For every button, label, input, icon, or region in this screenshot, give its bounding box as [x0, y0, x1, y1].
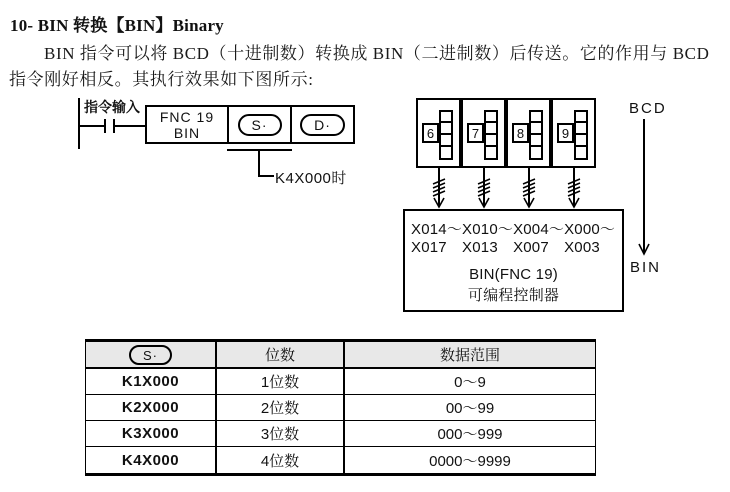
digit-value: 8: [512, 123, 529, 143]
wire-segment: [80, 125, 104, 127]
digit-switch: [461, 98, 506, 168]
table-cell-digits: 2位数: [215, 395, 343, 420]
plc-box: [403, 209, 624, 312]
source-operand-oval: S·: [238, 114, 282, 136]
paragraph-line-2: 指令刚好相反。其执行效果如下图所示:: [9, 70, 314, 89]
table-cell-range: 000～999: [343, 421, 595, 446]
operand-table: [85, 339, 596, 476]
fnc-name: BIN: [173, 124, 201, 141]
paragraph-line-1: BIN 指令可以将 BCD（十进制数）转换成 BIN（二进制数）后传送。它的作用与 BCD: [44, 44, 710, 63]
table-cell-digits: 3位数: [215, 421, 343, 446]
source-operand-oval: S·: [129, 345, 172, 365]
digit-switch: [551, 98, 596, 168]
table-cell-digits: 1位数: [215, 369, 343, 394]
digit-switch: [506, 98, 551, 168]
table-cell-source: K3X000: [121, 425, 180, 442]
page-title: 10- BIN 转换【BIN】Binary: [10, 16, 224, 35]
table-row: [86, 421, 595, 447]
wire-break-arrow-icon: [430, 167, 448, 210]
plc-label-line-2: 可编程控制器: [467, 287, 560, 304]
plc-label-line-1: BIN(FNC 19): [469, 266, 558, 283]
fnc-cell: [147, 107, 227, 142]
wire-break-arrow-icon: [565, 167, 583, 210]
input-range-line-1: X014～X010～X004～X000～: [411, 221, 616, 238]
table-cell-digits: 4位数: [215, 447, 343, 473]
digit-value: 9: [557, 123, 574, 143]
header-cell-range: 数据范围: [343, 342, 595, 367]
wire-break-arrow-icon: [520, 167, 538, 210]
bcd-label: BCD: [629, 100, 667, 117]
thumbwheel-icon: [574, 110, 588, 160]
digit-value: 6: [422, 123, 439, 143]
thumbwheel-icon: [484, 110, 498, 160]
thumbwheel-icon: [439, 110, 453, 160]
table-cell-source: K2X000: [121, 399, 180, 416]
table-row: [86, 395, 595, 421]
thumbwheel-icon: [529, 110, 543, 160]
header-cell-source: [86, 342, 215, 367]
table-cell-range: 0000～9999: [343, 447, 595, 473]
table-header-row: [86, 342, 595, 369]
table-row: [86, 447, 595, 473]
annotation-connector: [258, 175, 274, 177]
dest-operand-oval: D·: [300, 114, 345, 136]
wire-break-arrow-icon: [475, 167, 493, 210]
table-cell-source: K4X000: [121, 451, 180, 469]
annotation-connector: [258, 149, 260, 177]
dest-operand-cell: [290, 107, 353, 142]
bin-label: BIN: [630, 259, 662, 276]
source-operand-cell: [227, 107, 290, 142]
digit-switch: [416, 98, 461, 168]
annotation-label: K4X000时: [275, 170, 347, 187]
input-range-line-2: X017 X013 X007 X003: [411, 239, 600, 256]
bcd-to-bin-arrow-icon: [635, 119, 653, 257]
wire-segment: [115, 125, 145, 127]
fnc-number: FNC 19: [159, 108, 215, 125]
power-rail: [78, 98, 80, 149]
input-label: 指令输入: [84, 99, 140, 115]
digit-value: 7: [467, 123, 484, 143]
table-cell-range: 0～9: [343, 369, 595, 394]
table-cell-source: K1X000: [121, 373, 180, 390]
contact-icon: [104, 119, 106, 133]
table-cell-range: 00～99: [343, 395, 595, 420]
table-row: [86, 369, 595, 395]
instruction-box: [145, 105, 355, 144]
header-cell-digits: 位数: [215, 342, 343, 367]
